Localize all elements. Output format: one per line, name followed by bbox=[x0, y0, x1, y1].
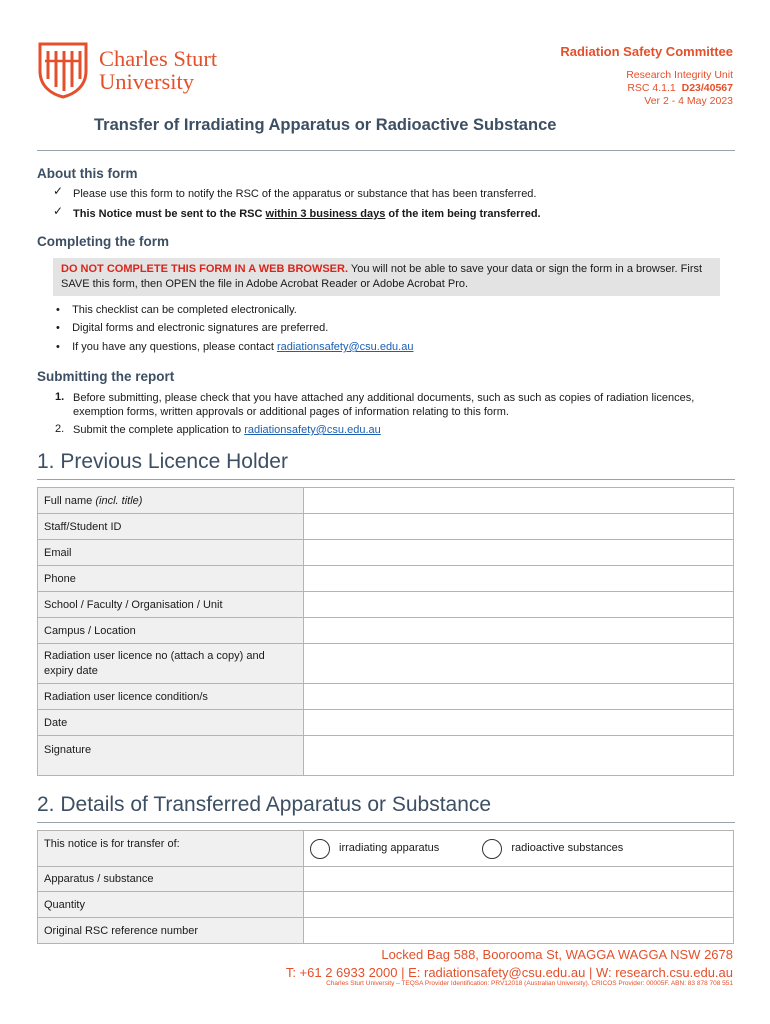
date-field[interactable] bbox=[304, 710, 734, 736]
email-field[interactable] bbox=[304, 540, 734, 566]
committee-name: Radiation Safety Committee bbox=[560, 44, 733, 59]
quantity-field[interactable] bbox=[304, 892, 734, 918]
apparatus-label: Apparatus / substance bbox=[38, 867, 304, 892]
licence-condition-field[interactable] bbox=[304, 684, 734, 710]
divider bbox=[37, 150, 735, 151]
phone-field[interactable] bbox=[304, 566, 734, 592]
contact-email-link[interactable]: radiationsafety@csu.edu.au bbox=[276, 341, 414, 353]
table-row bbox=[38, 592, 734, 618]
csu-crest-icon bbox=[37, 41, 89, 99]
divider bbox=[37, 479, 735, 480]
campus-field[interactable] bbox=[304, 618, 734, 644]
transfer-type-label: This notice is for transfer of: bbox=[38, 831, 304, 867]
about-item-2: This Notice must be sent to the RSC within 3 business days of the item being transferred. bbox=[73, 208, 541, 220]
table-row bbox=[38, 831, 734, 867]
csu-logo-text: Charles Sturt University bbox=[99, 46, 218, 94]
licence-holder-table bbox=[37, 487, 734, 776]
school-field[interactable] bbox=[304, 592, 734, 618]
table-row bbox=[38, 540, 734, 566]
document-info bbox=[560, 44, 733, 108]
submit-step-2: Submit the complete application to radiationsafety@csu.edu.au bbox=[73, 424, 381, 436]
rsc-reference-field[interactable] bbox=[304, 918, 734, 944]
table-row bbox=[38, 566, 734, 592]
submit-step-1: Before submitting, please check that you have attached any additional documents, such as such as copies of radiation licences, exemption forms, written approvals or additional pages of information relating to this form. bbox=[73, 392, 695, 418]
completing-heading: Completing the form bbox=[37, 234, 169, 249]
divider bbox=[37, 822, 735, 823]
footer-address: Locked Bag 588, Boorooma St, WAGGA WAGGA NSW 2678 bbox=[381, 947, 733, 962]
table-row bbox=[38, 892, 734, 918]
csu-logo bbox=[37, 41, 237, 99]
table-row bbox=[38, 736, 734, 776]
licence-condition-label: Radiation user licence condition/s bbox=[38, 684, 304, 710]
option-radioactive-substances[interactable]: radioactive substances bbox=[482, 842, 623, 854]
licence-no-label: Radiation user licence no (attach a copy) and expiry date bbox=[38, 644, 304, 684]
school-label: School / Faculty / Organisation / Unit bbox=[38, 592, 304, 618]
email-label: Email bbox=[38, 540, 304, 566]
list-item: • Digital forms and electronic signatures are preferred. bbox=[56, 322, 329, 334]
table-row bbox=[38, 867, 734, 892]
step-number: 2. bbox=[55, 423, 65, 435]
table-row bbox=[38, 644, 734, 684]
unit-name: Research Integrity Unit bbox=[626, 69, 733, 81]
table-row bbox=[38, 488, 734, 514]
fullname-field[interactable] bbox=[304, 488, 734, 514]
signature-label: Signature bbox=[38, 736, 304, 776]
signature-field[interactable] bbox=[304, 736, 734, 776]
transfer-details-table bbox=[37, 830, 734, 944]
option-irradiating-apparatus[interactable]: irradiating apparatus bbox=[310, 842, 439, 854]
list-item: • If you have any questions, please contact radiationsafety@csu.edu.au bbox=[56, 341, 414, 353]
submitting-heading: Submitting the report bbox=[37, 369, 175, 384]
table-row bbox=[38, 684, 734, 710]
check-icon: ✓ bbox=[53, 204, 64, 218]
about-item-1: Please use this form to notify the RSC of the apparatus or substance that has been transferred. bbox=[73, 188, 537, 200]
rsc-reference-label: Original RSC reference number bbox=[38, 918, 304, 944]
date-label: Date bbox=[38, 710, 304, 736]
table-row bbox=[38, 918, 734, 944]
step-number: 1. bbox=[55, 391, 65, 403]
check-icon: ✓ bbox=[53, 184, 64, 198]
table-row bbox=[38, 514, 734, 540]
table-row bbox=[38, 710, 734, 736]
section-1-heading: 1. Previous Licence Holder bbox=[37, 450, 288, 473]
about-heading: About this form bbox=[37, 166, 138, 181]
section-2-heading: 2. Details of Transferred Apparatus or Substance bbox=[37, 793, 492, 816]
document-reference: RSC 4.1.1 D23/40567 bbox=[627, 82, 733, 94]
table-row bbox=[38, 618, 734, 644]
browser-warning: DO NOT COMPLETE THIS FORM IN A WEB BROWSER. You will not be able to save your data or sign the form in a browser. First SAVE this form, then OPEN the file in Adobe Acrobat Reader or Adobe Acrobat Pro. bbox=[53, 258, 720, 296]
list-item: • This checklist can be completed electronically. bbox=[56, 304, 297, 316]
staff-id-label: Staff/Student ID bbox=[38, 514, 304, 540]
staff-id-field[interactable] bbox=[304, 514, 734, 540]
campus-label: Campus / Location bbox=[38, 618, 304, 644]
footer-legal: Charles Sturt University – TEQSA Provider Identification: PRV12018 (Australian University). CRICOS Provider: 00005F. ABN: 83 878 708 551 bbox=[326, 980, 733, 987]
page-title: Transfer of Irradiating Apparatus or Radioactive Substance bbox=[94, 116, 557, 134]
fullname-label: Full name (incl. title) bbox=[38, 488, 304, 514]
quantity-label: Quantity bbox=[38, 892, 304, 918]
apparatus-field[interactable] bbox=[304, 867, 734, 892]
phone-label: Phone bbox=[38, 566, 304, 592]
document-version: Ver 2 - 4 May 2023 bbox=[644, 95, 733, 107]
footer-contact: T: +61 2 6933 2000 | E: radiationsafety@csu.edu.au | W: research.csu.edu.au bbox=[285, 965, 733, 980]
radio-button[interactable] bbox=[482, 839, 502, 859]
submit-email-link[interactable]: radiationsafety@csu.edu.au bbox=[244, 424, 381, 436]
licence-no-field[interactable] bbox=[304, 644, 734, 684]
transfer-type-options bbox=[304, 831, 734, 867]
radio-button[interactable] bbox=[310, 839, 330, 859]
